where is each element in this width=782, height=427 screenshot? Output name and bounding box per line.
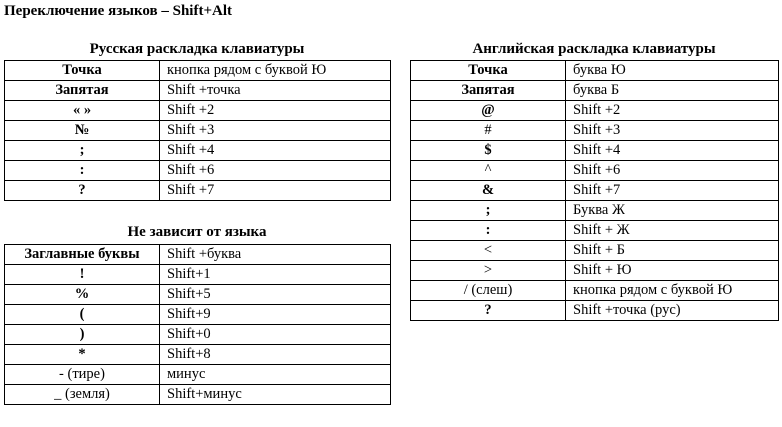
shortcut-cell: Shift +точка bbox=[160, 81, 391, 101]
shortcut-cell: Shift +точка (рус) bbox=[566, 301, 779, 321]
key-cell: ( bbox=[5, 305, 160, 325]
table-row bbox=[411, 241, 779, 261]
shortcut-cell: Shift +буква bbox=[160, 245, 391, 265]
table-row bbox=[411, 201, 779, 221]
independent-title: Не зависит от языка bbox=[127, 224, 267, 240]
shortcut-cell: Shift +2 bbox=[566, 101, 779, 121]
key-cell: * bbox=[5, 345, 160, 365]
shortcut-cell: минус bbox=[160, 365, 391, 385]
key-cell: # bbox=[411, 121, 566, 141]
table-row bbox=[411, 81, 779, 101]
key-cell: : bbox=[411, 221, 566, 241]
table-row bbox=[411, 101, 779, 121]
table-row bbox=[5, 121, 391, 141]
shortcut-cell: Буква Ж bbox=[566, 201, 779, 221]
key-cell: № bbox=[5, 121, 160, 141]
shortcut-cell: Shift + Ж bbox=[566, 221, 779, 241]
shortcut-cell: кнопка рядом с буквой Ю bbox=[566, 281, 779, 301]
shortcut-cell: Shift +4 bbox=[566, 141, 779, 161]
key-cell: $ bbox=[411, 141, 566, 161]
shortcut-cell: Shift+5 bbox=[160, 285, 391, 305]
table-row bbox=[411, 141, 779, 161]
english-layout-table bbox=[410, 60, 779, 321]
shortcut-cell: Shift+минус bbox=[160, 385, 391, 405]
key-cell: > bbox=[411, 261, 566, 281]
russian-layout-title: Русская раскладка клавиатуры bbox=[89, 41, 305, 57]
table-row bbox=[5, 245, 391, 265]
shortcut-cell: Shift+8 bbox=[160, 345, 391, 365]
shortcut-cell: Shift +2 bbox=[160, 101, 391, 121]
shortcut-cell: Shift +7 bbox=[160, 181, 391, 201]
key-cell: « » bbox=[5, 101, 160, 121]
shortcut-cell: Shift + Ю bbox=[566, 261, 779, 281]
key-cell: Запятая bbox=[411, 81, 566, 101]
key-cell: Заглавные буквы bbox=[5, 245, 160, 265]
shortcut-cell: Shift +6 bbox=[160, 161, 391, 181]
shortcut-cell: Shift+0 bbox=[160, 325, 391, 345]
table-row bbox=[411, 161, 779, 181]
english-layout-title: Английская раскладка клавиатуры bbox=[472, 41, 716, 57]
table-row bbox=[5, 161, 391, 181]
table-row bbox=[5, 141, 391, 161]
page-title: Переключение языков – Shift+Alt bbox=[4, 3, 232, 19]
key-cell: @ bbox=[411, 101, 566, 121]
table-row bbox=[411, 261, 779, 281]
table-row bbox=[5, 345, 391, 365]
table-row bbox=[411, 181, 779, 201]
table-row bbox=[411, 281, 779, 301]
key-cell: ) bbox=[5, 325, 160, 345]
shortcut-cell: Shift +3 bbox=[160, 121, 391, 141]
table-row bbox=[411, 301, 779, 321]
table-row bbox=[5, 305, 391, 325]
key-cell: ; bbox=[5, 141, 160, 161]
table-row bbox=[411, 221, 779, 241]
key-cell: - (тире) bbox=[5, 365, 160, 385]
key-cell: & bbox=[411, 181, 566, 201]
table-row bbox=[5, 325, 391, 345]
independent-table bbox=[4, 244, 391, 405]
table-row bbox=[5, 385, 391, 405]
table-row bbox=[5, 365, 391, 385]
key-cell: < bbox=[411, 241, 566, 261]
shortcut-cell: кнопка рядом с буквой Ю bbox=[160, 61, 391, 81]
key-cell: ? bbox=[411, 301, 566, 321]
key-cell: Запятая bbox=[5, 81, 160, 101]
table-row bbox=[5, 285, 391, 305]
shortcut-cell: буква Ю bbox=[566, 61, 779, 81]
key-cell: Точка bbox=[411, 61, 566, 81]
table-row bbox=[5, 61, 391, 81]
key-cell: Точка bbox=[5, 61, 160, 81]
table-row bbox=[5, 265, 391, 285]
shortcut-cell: Shift + Б bbox=[566, 241, 779, 261]
key-cell: ; bbox=[411, 201, 566, 221]
key-cell: ? bbox=[5, 181, 160, 201]
shortcut-cell: Shift +4 bbox=[160, 141, 391, 161]
shortcut-cell: Shift +6 bbox=[566, 161, 779, 181]
table-row bbox=[5, 181, 391, 201]
shortcut-cell: Shift+9 bbox=[160, 305, 391, 325]
table-row bbox=[411, 61, 779, 81]
shortcut-cell: Shift +3 bbox=[566, 121, 779, 141]
shortcut-cell: Shift +7 bbox=[566, 181, 779, 201]
key-cell: ! bbox=[5, 265, 160, 285]
key-cell: % bbox=[5, 285, 160, 305]
table-row bbox=[5, 81, 391, 101]
key-cell: _ (земля) bbox=[5, 385, 160, 405]
table-row bbox=[5, 101, 391, 121]
shortcut-cell: буква Б bbox=[566, 81, 779, 101]
shortcut-cell: Shift+1 bbox=[160, 265, 391, 285]
russian-layout-table bbox=[4, 60, 391, 201]
key-cell: : bbox=[5, 161, 160, 181]
key-cell: / (слеш) bbox=[411, 281, 566, 301]
table-row bbox=[411, 121, 779, 141]
key-cell: ^ bbox=[411, 161, 566, 181]
